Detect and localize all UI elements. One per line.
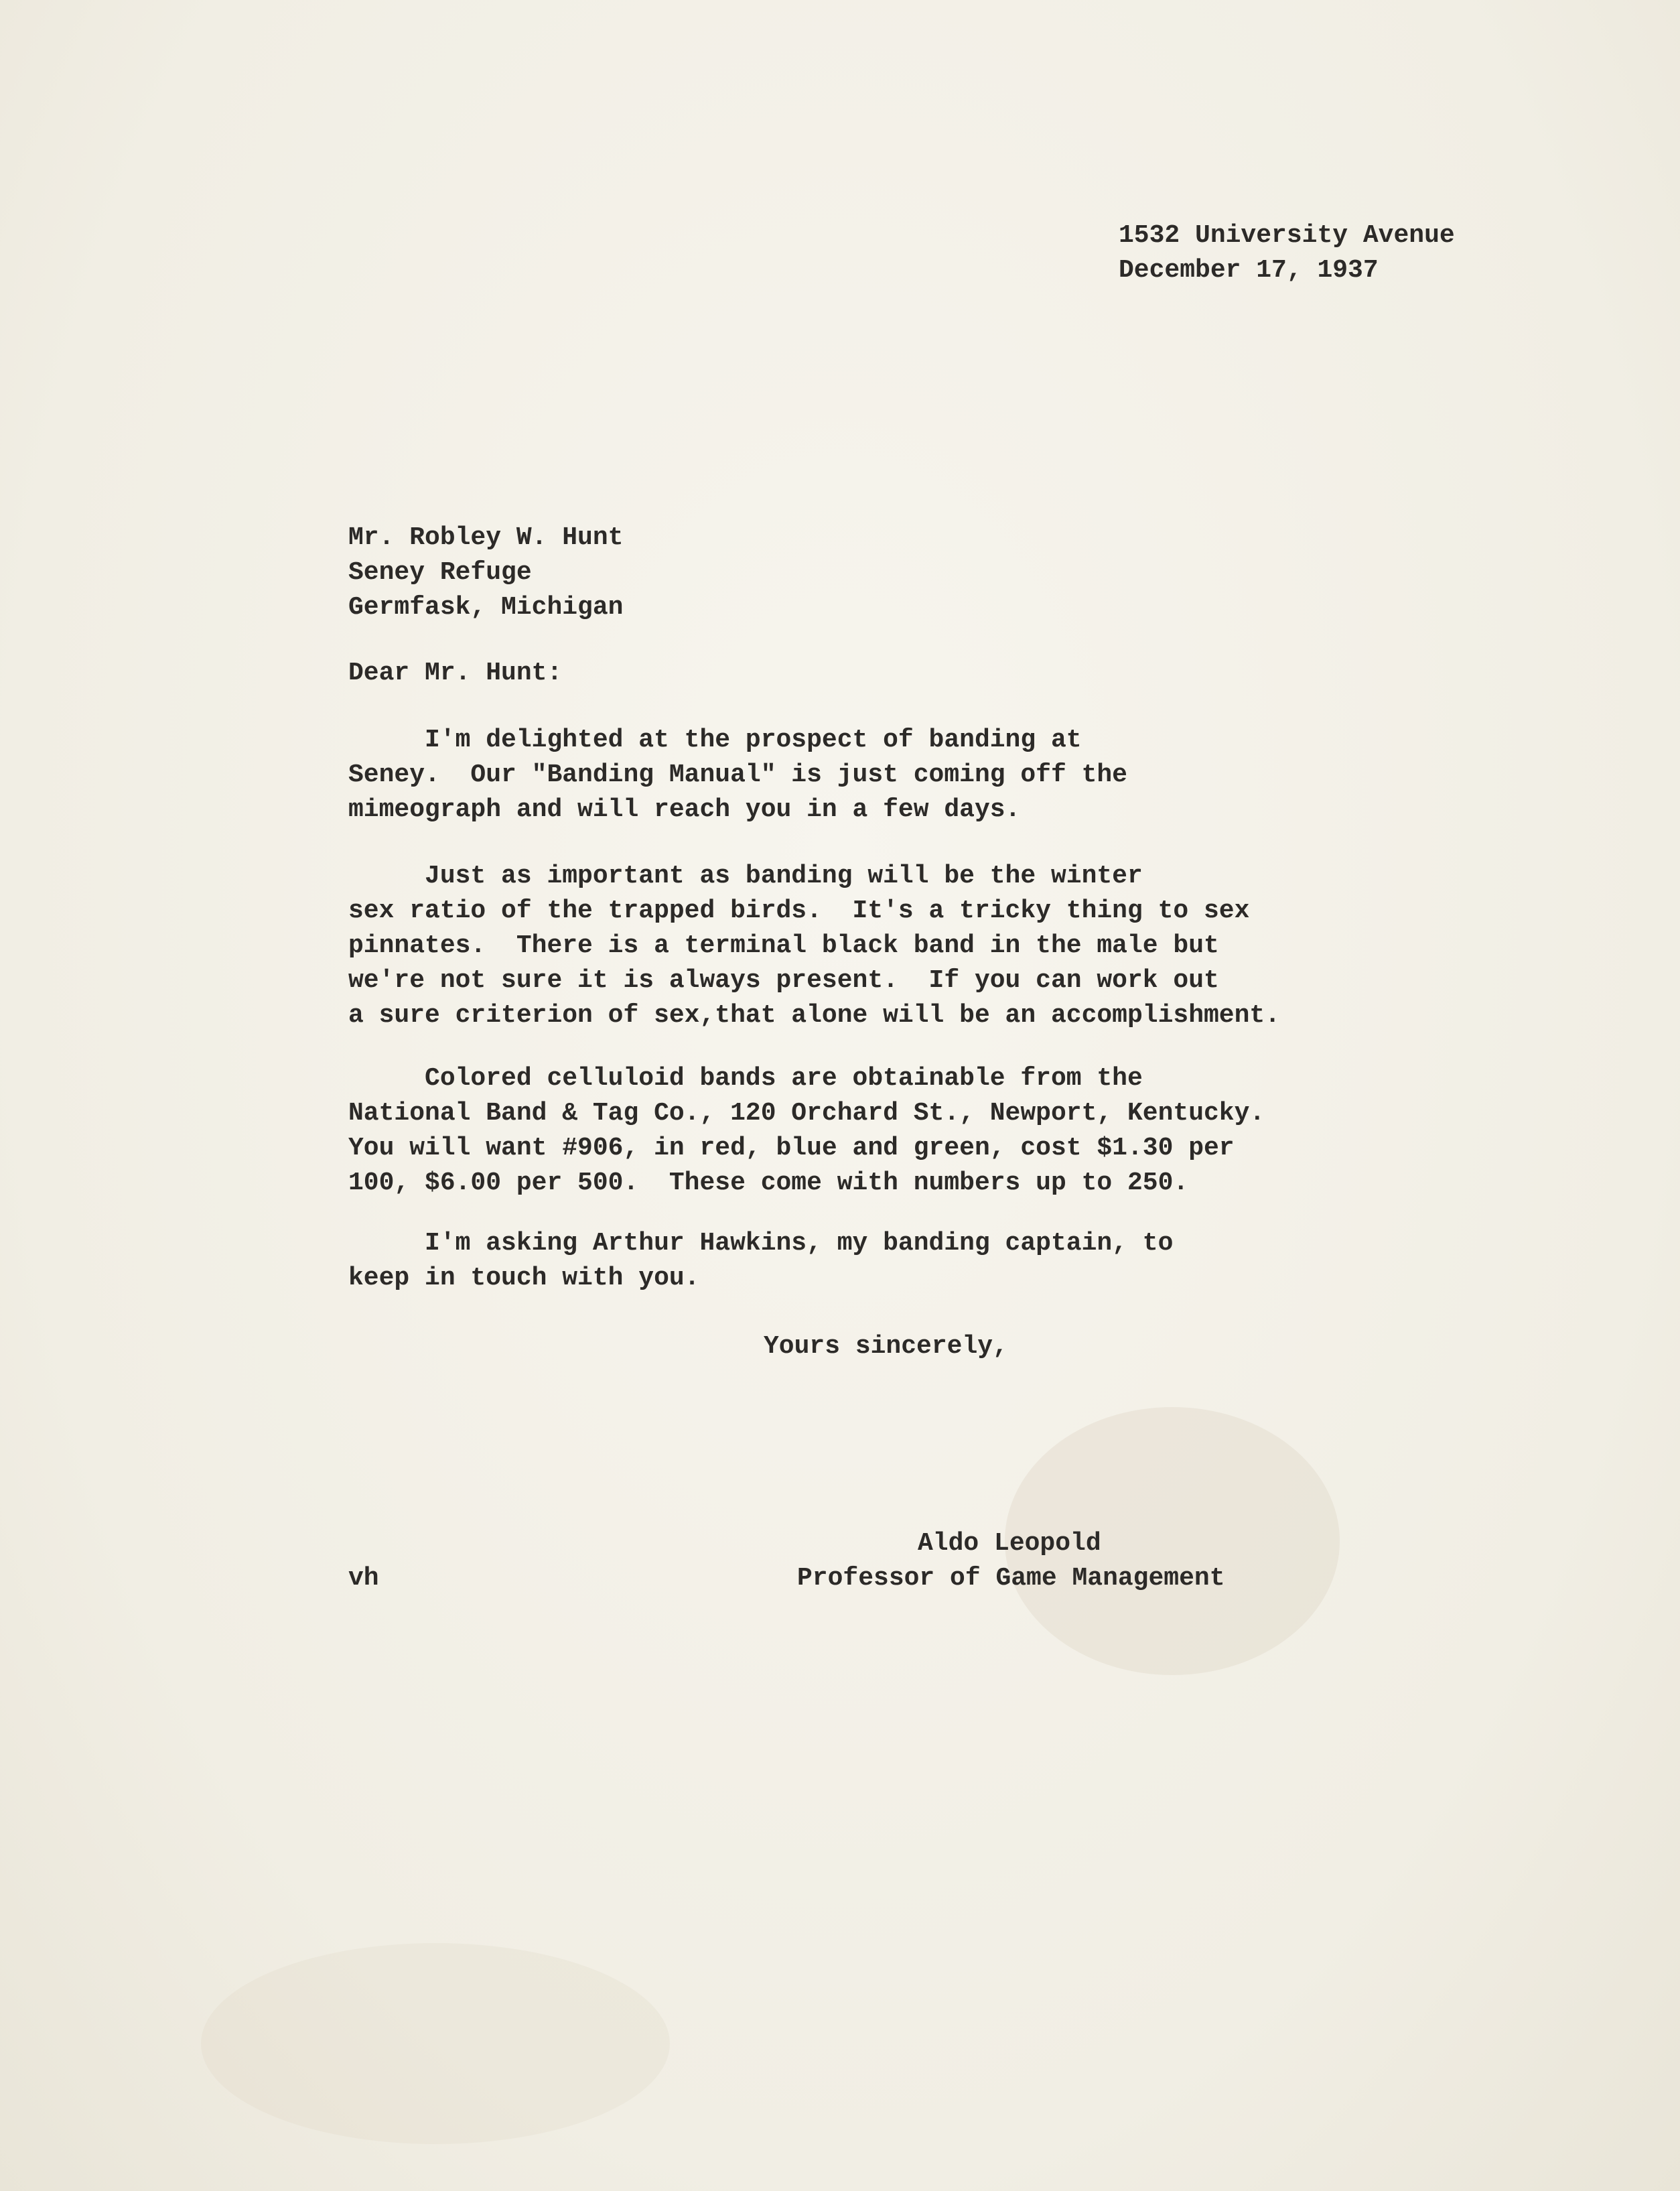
paragraph-2-line: we're not sure it is always present. If you can work out	[348, 966, 1219, 995]
paragraph-3-line: 100, $6.00 per 500. These come with numbers up to 250.	[348, 1169, 1189, 1197]
paragraph-4-line: I'm asking Arthur Hawkins, my banding captain, to	[348, 1229, 1174, 1258]
paragraph-2-line: pinnates. There is a terminal black band in the male but	[348, 931, 1219, 960]
paragraph-3-line: You will want #906, in red, blue and green, cost $1.30 per	[348, 1134, 1235, 1163]
closing: Yours sincerely,	[764, 1332, 1008, 1361]
paragraph-3-line: National Band & Tag Co., 120 Orchard St., Newport, Kentucky.	[348, 1099, 1265, 1128]
paragraph-1-line: I'm delighted at the prospect of banding at	[348, 726, 1082, 754]
recipient-organization: Seney Refuge	[348, 558, 532, 587]
paper-stain	[201, 1943, 670, 2144]
paragraph-3-line: Colored celluloid bands are obtainable from the	[348, 1064, 1143, 1093]
paragraph-2-line: Just as important as banding will be the winter	[348, 862, 1143, 890]
signature-title: Professor of Game Management	[797, 1564, 1225, 1593]
typist-initials: vh	[348, 1564, 379, 1593]
signature-name: Aldo Leopold	[918, 1529, 1101, 1558]
paragraph-2-line: sex ratio of the trapped birds. It's a tricky thing to sex	[348, 897, 1250, 925]
paragraph-2-line: a sure criterion of sex,that alone will be an accomplishment.	[348, 1001, 1281, 1030]
recipient-name: Mr. Robley W. Hunt	[348, 523, 624, 552]
paragraph-1-line: Seney. Our "Banding Manual" is just coming off the	[348, 760, 1127, 789]
salutation: Dear Mr. Hunt:	[348, 659, 563, 687]
paragraph-4-line: keep in touch with you.	[348, 1264, 700, 1292]
paragraph-1-line: mimeograph and will reach you in a few days.	[348, 795, 1021, 824]
return-street: 1532 University Avenue	[1119, 221, 1455, 250]
recipient-location: Germfask, Michigan	[348, 593, 624, 622]
letter-date: December 17, 1937	[1119, 256, 1379, 285]
